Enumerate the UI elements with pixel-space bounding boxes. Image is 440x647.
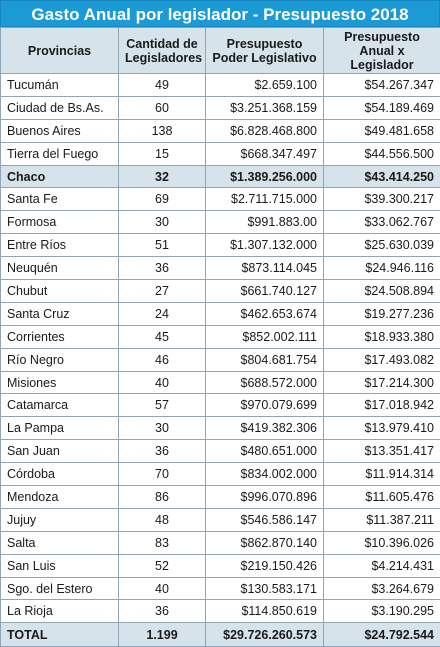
cell-provincia: Santa Fe [1,188,119,211]
cell-presupuesto: $688.572.000 [206,371,324,394]
table-row [1,234,440,257]
cell-cantidad: 27 [119,280,206,303]
table-row [1,394,440,417]
cell-provincia: San Luis [1,554,119,577]
cell-presupuesto: $996.070.896 [206,486,324,509]
total-presupuesto: $29.726.260.573 [206,623,324,647]
table-title: Gasto Anual por legislador - Presupuesto 2018 [0,0,440,27]
table-row [1,211,440,234]
cell-provincia: Ciudad de Bs.As. [1,96,119,119]
cell-anual: $24.946.116 [324,257,440,280]
cell-anual: $17.214.300 [324,371,440,394]
table-row [1,371,440,394]
cell-cantidad: 70 [119,463,206,486]
table-row [1,577,440,600]
table-body [1,74,440,623]
cell-presupuesto: $3.251.368.159 [206,96,324,119]
cell-cantidad: 24 [119,302,206,325]
table-row [1,119,440,142]
table-row [1,96,440,119]
header-presupuesto: Presupuesto Poder Legislativo [206,28,324,74]
cell-anual: $17.018.942 [324,394,440,417]
cell-cantidad: 40 [119,371,206,394]
total-label: TOTAL [1,623,119,647]
table-row [1,257,440,280]
total-anual: $24.792.544 [324,623,440,647]
cell-provincia: Río Negro [1,348,119,371]
cell-presupuesto: $991.883.00 [206,211,324,234]
cell-provincia: Entre Ríos [1,234,119,257]
cell-anual: $17.493.082 [324,348,440,371]
cell-anual: $3.264.679 [324,577,440,600]
table-row [1,348,440,371]
cell-cantidad: 36 [119,600,206,623]
cell-presupuesto: $2.659.100 [206,74,324,97]
cell-anual: $49.481.658 [324,119,440,142]
cell-provincia: Corrientes [1,325,119,348]
total-cantidad: 1.199 [119,623,206,647]
cell-cantidad: 40 [119,577,206,600]
cell-cantidad: 69 [119,188,206,211]
cell-presupuesto: $661.740.127 [206,280,324,303]
cell-anual: $25.630.039 [324,234,440,257]
cell-anual: $11.605.476 [324,486,440,509]
cell-provincia: Tierra del Fuego [1,142,119,165]
cell-cantidad: 32 [119,165,206,188]
cell-provincia: Jujuy [1,508,119,531]
table-row [1,325,440,348]
cell-presupuesto: $480.651.000 [206,440,324,463]
cell-cantidad: 15 [119,142,206,165]
cell-cantidad: 30 [119,211,206,234]
cell-presupuesto: $668.347.497 [206,142,324,165]
cell-anual: $24.508.894 [324,280,440,303]
cell-anual: $11.914.314 [324,463,440,486]
total-row [1,623,440,647]
cell-provincia: Mendoza [1,486,119,509]
cell-anual: $3.190.295 [324,600,440,623]
cell-cantidad: 45 [119,325,206,348]
table-footer [1,623,440,647]
table-row [1,600,440,623]
cell-presupuesto: $852.002.111 [206,325,324,348]
table-row [1,554,440,577]
header-provincias: Provincias [1,28,119,74]
cell-provincia: Formosa [1,211,119,234]
budget-table [0,27,440,647]
cell-anual: $44.556.500 [324,142,440,165]
cell-cantidad: 138 [119,119,206,142]
cell-cantidad: 30 [119,417,206,440]
header-anual: Presupuesto Anual x Legislador [324,28,440,74]
cell-presupuesto: $834.002.000 [206,463,324,486]
cell-anual: $54.267.347 [324,74,440,97]
cell-presupuesto: $862.870.140 [206,531,324,554]
cell-presupuesto: $462.653.674 [206,302,324,325]
cell-cantidad: 48 [119,508,206,531]
cell-anual: $54.189.469 [324,96,440,119]
cell-presupuesto: $114.850.619 [206,600,324,623]
cell-anual: $13.979.410 [324,417,440,440]
cell-anual: $33.062.767 [324,211,440,234]
cell-cantidad: 52 [119,554,206,577]
table-row [1,142,440,165]
cell-presupuesto: $1.307.132.000 [206,234,324,257]
table-row [1,508,440,531]
table-row [1,486,440,509]
cell-anual: $11.387.211 [324,508,440,531]
cell-cantidad: 36 [119,440,206,463]
cell-presupuesto: $2.711.715.000 [206,188,324,211]
cell-cantidad: 49 [119,74,206,97]
cell-provincia: Misiones [1,371,119,394]
cell-provincia: La Pampa [1,417,119,440]
cell-presupuesto: $873.114.045 [206,257,324,280]
table-row [1,463,440,486]
cell-provincia: Salta [1,531,119,554]
cell-provincia: Catamarca [1,394,119,417]
cell-anual: $19.277.236 [324,302,440,325]
cell-presupuesto: $804.681.754 [206,348,324,371]
cell-presupuesto: $970.079.699 [206,394,324,417]
table-row [1,440,440,463]
cell-anual: $13.351.417 [324,440,440,463]
cell-anual: $4.214.431 [324,554,440,577]
cell-presupuesto: $219.150.426 [206,554,324,577]
table-row [1,74,440,97]
cell-provincia: Chubut [1,280,119,303]
table-row [1,417,440,440]
header-cantidad: Cantidad de Legisladores [119,28,206,74]
cell-cantidad: 46 [119,348,206,371]
cell-presupuesto: $419.382.306 [206,417,324,440]
cell-provincia: Buenos Aires [1,119,119,142]
cell-presupuesto: $1.389.256.000 [206,165,324,188]
cell-provincia: Córdoba [1,463,119,486]
cell-anual: $18.933.380 [324,325,440,348]
cell-provincia: Neuquén [1,257,119,280]
table-row [1,165,440,188]
cell-cantidad: 83 [119,531,206,554]
header-row [1,28,440,74]
cell-provincia: Sgo. del Estero [1,577,119,600]
cell-provincia: La Rioja [1,600,119,623]
cell-presupuesto: $6.828.468.800 [206,119,324,142]
cell-provincia: Santa Cruz [1,302,119,325]
cell-presupuesto: $130.583.171 [206,577,324,600]
cell-presupuesto: $546.586.147 [206,508,324,531]
cell-cantidad: 36 [119,257,206,280]
table-header [1,28,440,74]
cell-cantidad: 86 [119,486,206,509]
cell-provincia: San Juan [1,440,119,463]
cell-cantidad: 51 [119,234,206,257]
cell-provincia: Tucumán [1,74,119,97]
table-row [1,188,440,211]
cell-anual: $39.300.217 [324,188,440,211]
cell-provincia: Chaco [1,165,119,188]
cell-cantidad: 57 [119,394,206,417]
cell-anual: $10.396.026 [324,531,440,554]
cell-anual: $43.414.250 [324,165,440,188]
table-row [1,280,440,303]
cell-cantidad: 60 [119,96,206,119]
table-row [1,302,440,325]
table-row [1,531,440,554]
